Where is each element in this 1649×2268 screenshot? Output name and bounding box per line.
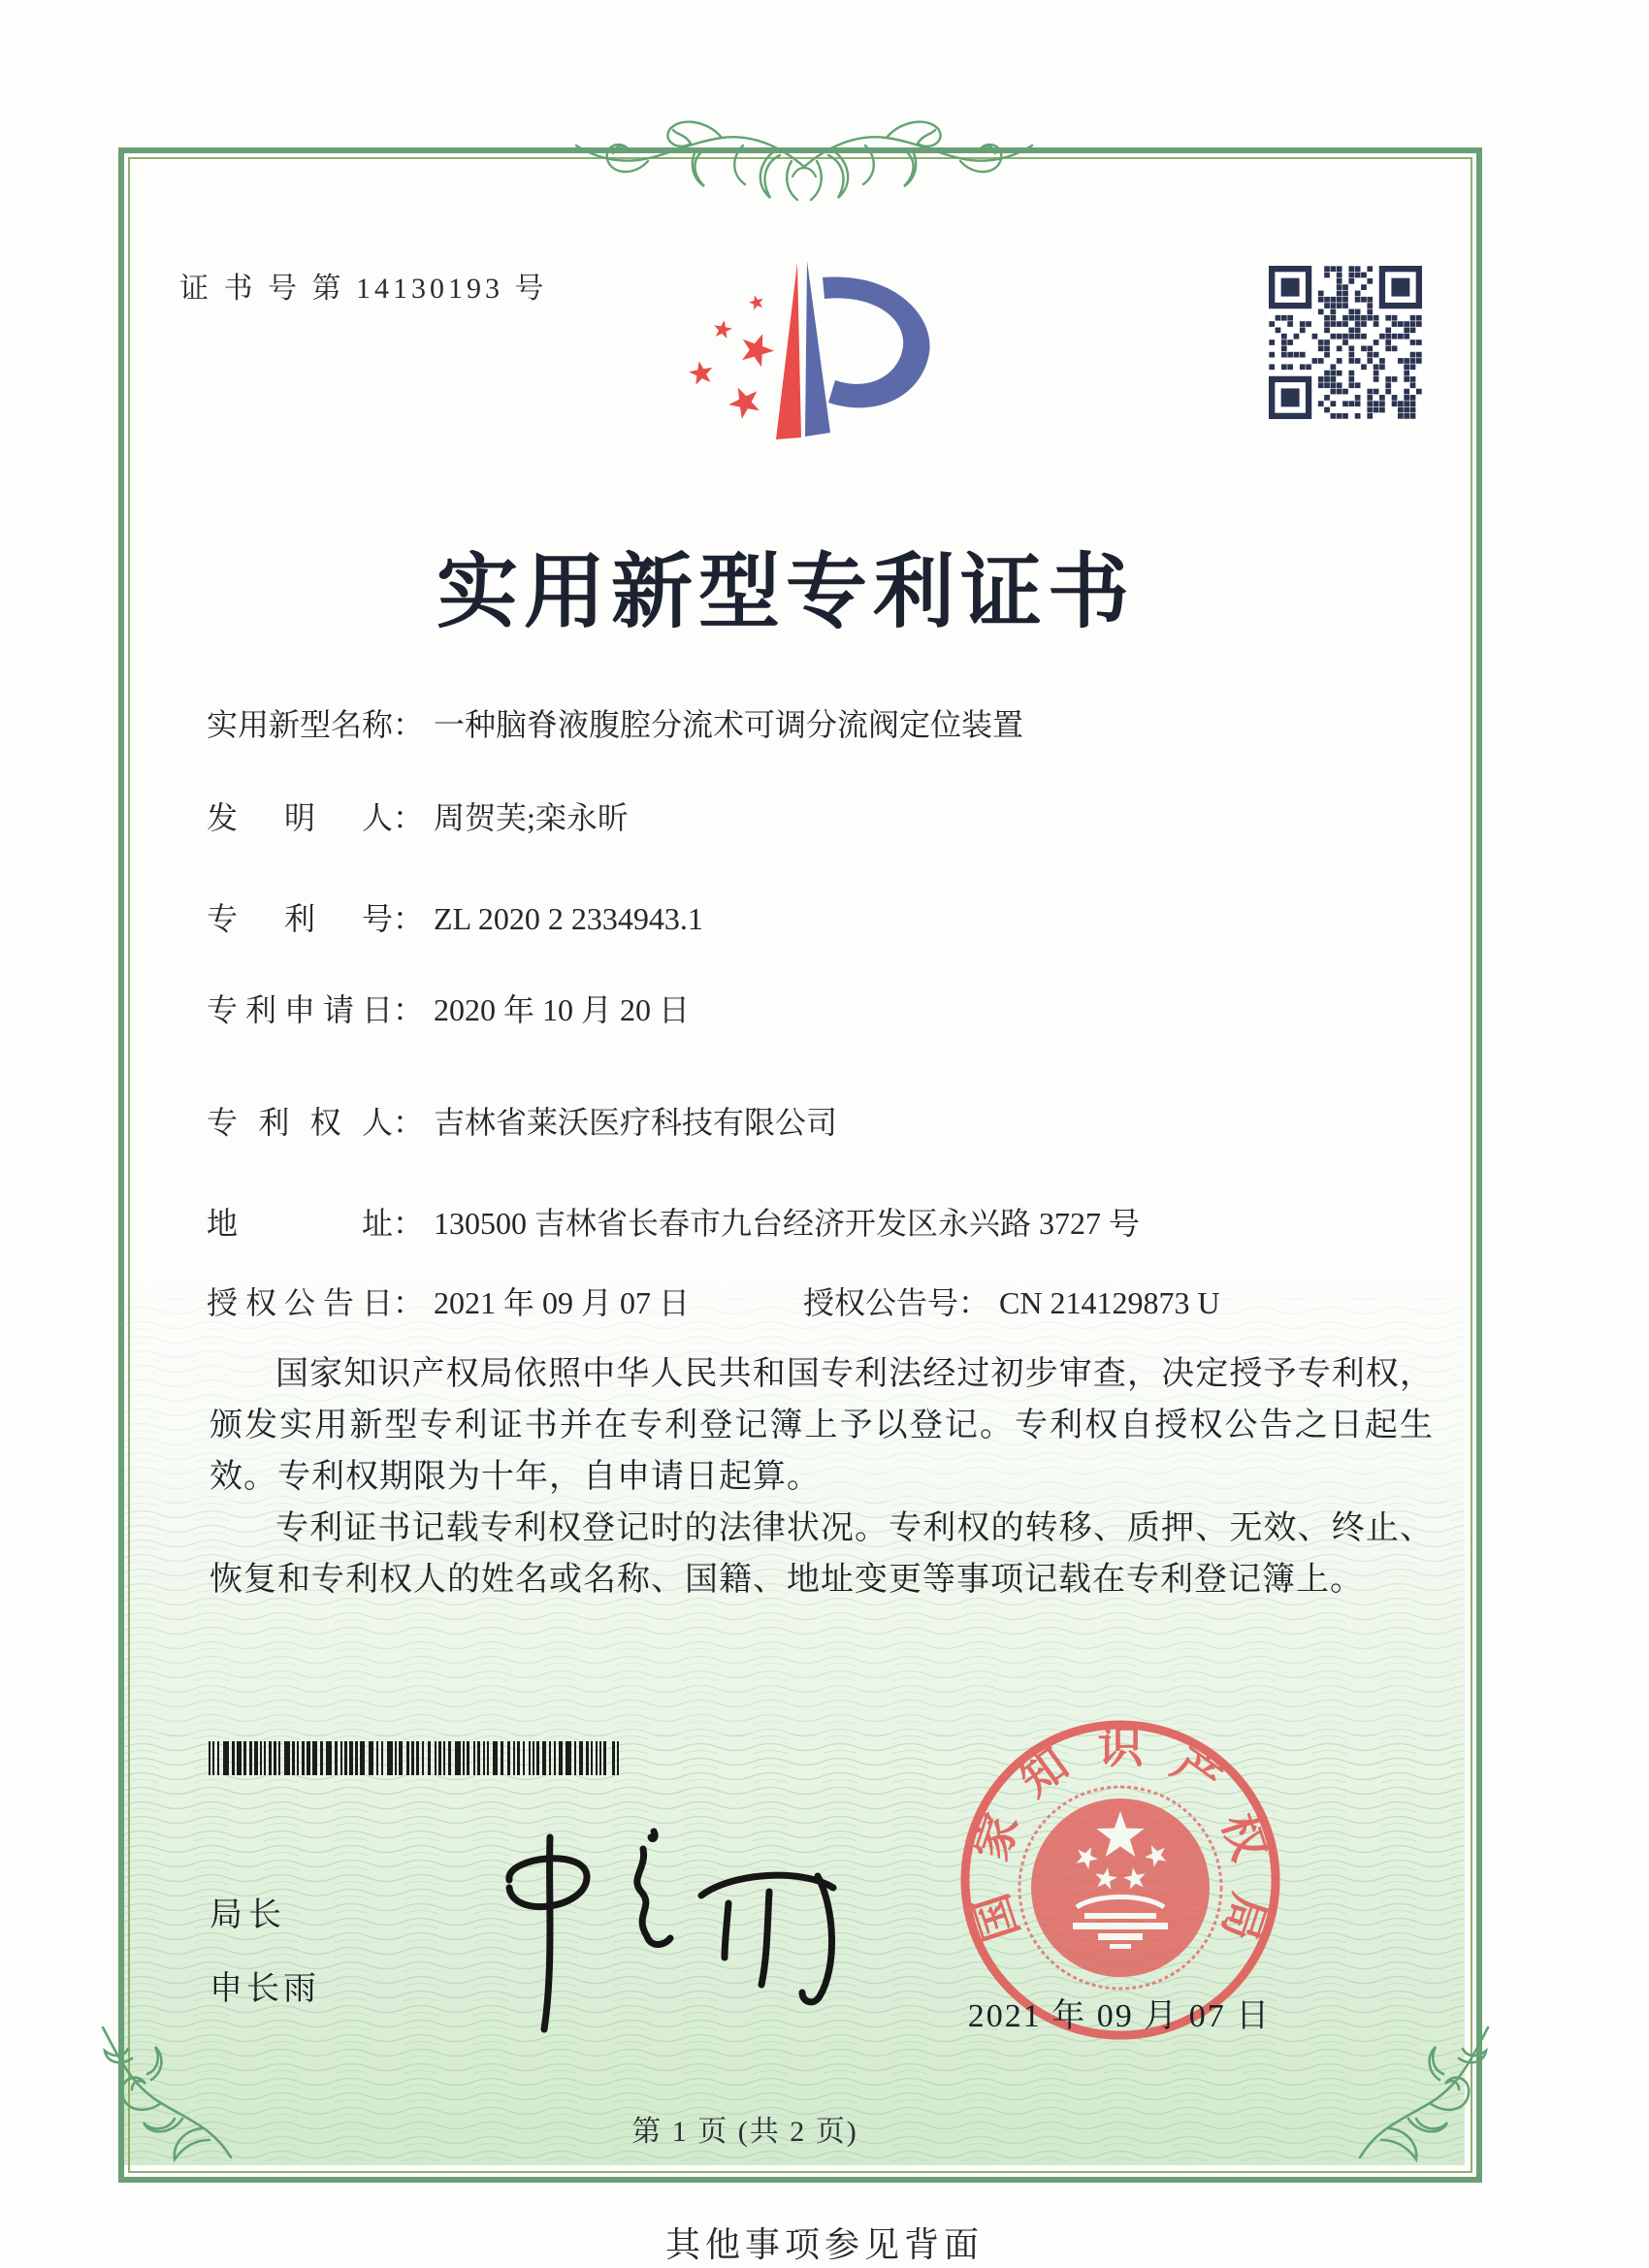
field-row-address	[207, 1199, 1140, 1244]
svg-text:知: 知	[1011, 1738, 1079, 1807]
field-label: 授权公告号	[803, 1285, 959, 1320]
field-value: 吉林省莱沃医疗科技有限公司	[434, 1105, 838, 1140]
field-label: 实用新型名称	[207, 707, 394, 742]
field-value: 2021 年 09 月 07 日	[434, 1285, 691, 1320]
field-label: 地址	[207, 1206, 393, 1241]
svg-text:国: 国	[966, 1887, 1029, 1947]
svg-text:权: 权	[1212, 1807, 1275, 1867]
field-colon: ：	[958, 1285, 990, 1320]
field-colon: ：	[393, 992, 425, 1027]
field-row-grant-date	[207, 1279, 1220, 1323]
field-label: 专利权人	[207, 1105, 393, 1140]
certificate-number: 证 书 号 第 14130193 号	[179, 273, 548, 305]
field-value: 2020 年 10 月 20 日	[434, 992, 691, 1027]
certificate-title: 实用新型专利证书	[436, 548, 1135, 638]
field-label: 专利号	[207, 901, 393, 936]
field-label: 发明人	[207, 800, 393, 835]
field-row-patent-number	[207, 894, 703, 939]
field-colon: ：	[393, 800, 425, 835]
seal-date: 2021 年 09 月 07 日	[967, 1998, 1272, 2034]
field-colon: ：	[393, 1206, 425, 1241]
field-colon: ：	[393, 1105, 425, 1140]
field-row-patentee	[207, 1098, 837, 1143]
top-flourish-ornament	[574, 107, 1034, 211]
field-colon: ：	[393, 1285, 425, 1320]
field-value: 一种脑脊液腹腔分流术可调分流阀定位装置	[434, 707, 1024, 742]
field-value: 周贺芙;栾永昕	[434, 800, 629, 835]
legal-paragraph-2: 专利证书记载专利权登记时的法律状况。专利权的转移、质押、无效、终止、恢复和专利权人的姓名或名称、国籍、地址变更等事项记载在专利登记簿上。	[210, 1510, 1434, 1599]
page-indicator: 第 1 页 (共 2 页)	[631, 2116, 858, 2148]
bottom-left-corner-ornament	[93, 2020, 241, 2167]
seal-emblem	[1019, 1787, 1221, 1989]
back-side-note: 其他事项参见背面	[664, 2225, 984, 2264]
barcode	[209, 1741, 620, 1775]
commissioner-signature	[441, 1824, 849, 2037]
field-value: CN 214129873 U	[999, 1285, 1220, 1320]
field-colon: ：	[393, 707, 425, 742]
field-grant-number	[803, 1279, 1220, 1323]
field-value: ZL 2020 2 2334943.1	[434, 901, 703, 936]
field-row-filing-date	[207, 986, 690, 1030]
field-colon: ：	[393, 901, 425, 936]
field-label: 专利申请日	[207, 992, 393, 1027]
field-row-utility-model-name	[207, 700, 1023, 745]
field-label: 授权公告日	[207, 1285, 393, 1320]
logo-stars	[689, 295, 774, 418]
field-row-inventor	[207, 794, 629, 838]
commissioner-name: 申长雨	[210, 1971, 320, 2007]
bottom-right-corner-ornament	[1350, 2020, 1498, 2167]
legal-paragraph-1: 国家知识产权局依照中华人民共和国专利法经过初步审查，决定授予专利权，颁发实用新型专利证书并在专利登记簿上予以登记。专利权自授权公告之日起生效。专利权期限为十年，自申请日起算。	[210, 1356, 1434, 1496]
legal-text	[210, 1348, 1434, 1605]
cnipa-logo	[650, 233, 960, 475]
svg-text:局: 局	[1212, 1887, 1275, 1947]
field-value: 130500 吉林省长春市九台经济开发区永兴路 3727 号	[434, 1206, 1141, 1241]
commissioner-title: 局长	[210, 1897, 287, 1933]
svg-text:家: 家	[966, 1807, 1029, 1867]
svg-text:识: 识	[1097, 1723, 1144, 1773]
svg-text:产: 产	[1162, 1738, 1230, 1807]
qr-code	[1269, 266, 1422, 419]
